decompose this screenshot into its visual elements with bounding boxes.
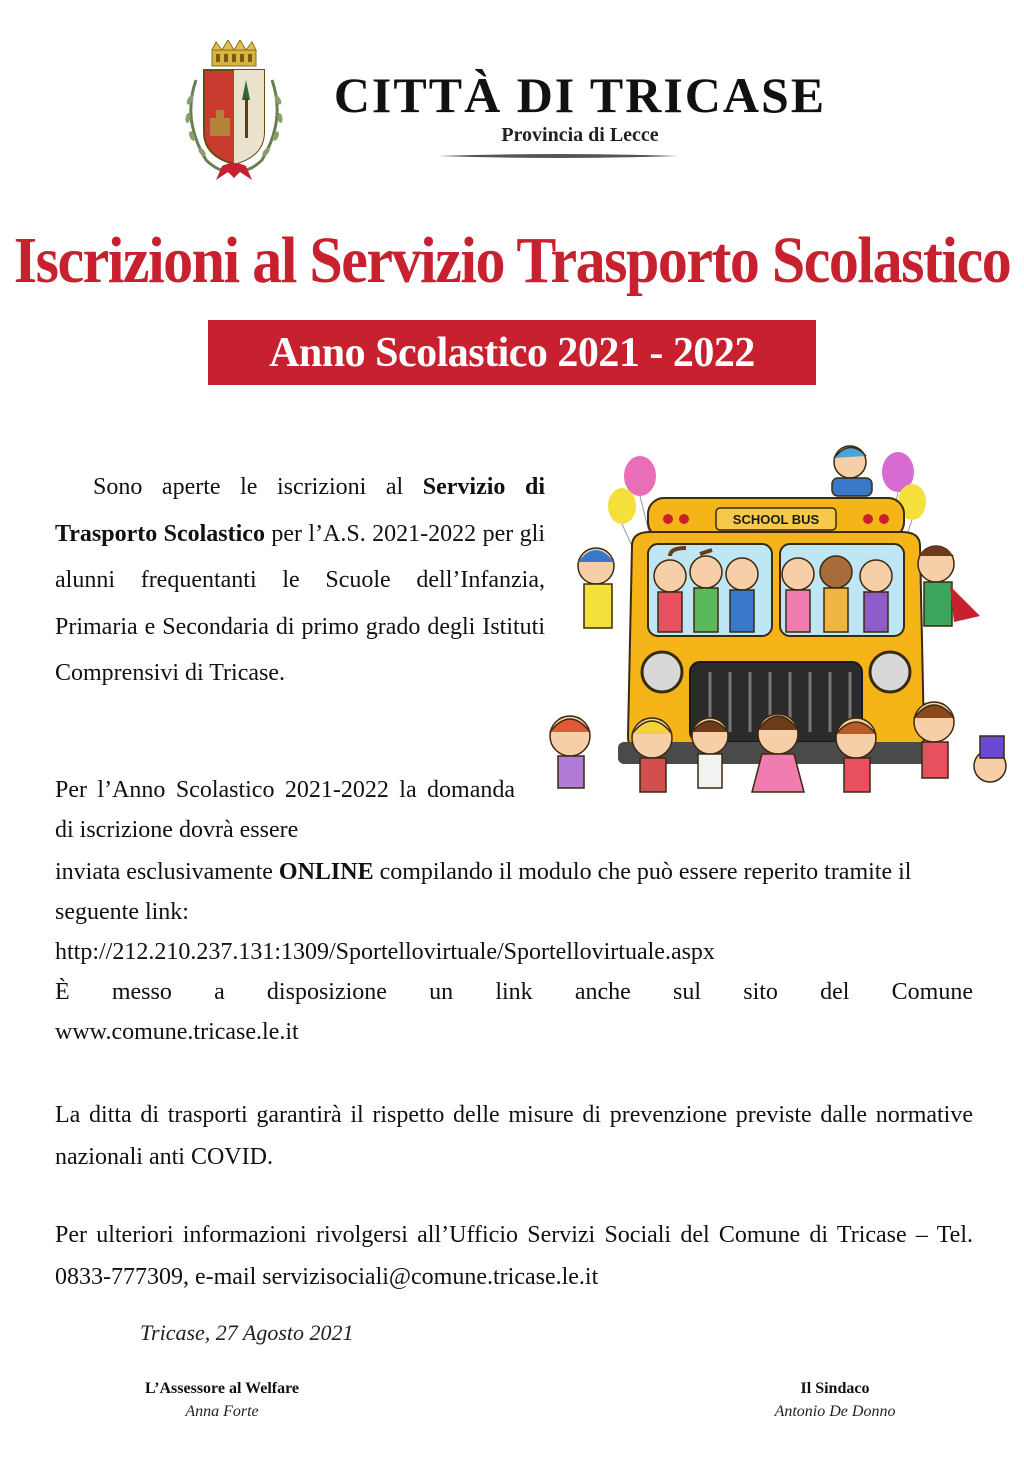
comune-website-link[interactable]: www.comune.tricase.le.it <box>55 1019 299 1045</box>
assessore-name: Anna Forte <box>185 1403 259 1420</box>
covid-paragraph: La ditta di trasporti garantirà il rispetto delle misure di prevenzione previste dalle normative nazionali anti COVID. <box>55 1102 973 1170</box>
decorative-divider <box>438 152 678 160</box>
intro-text-b: per l’A.S. 2021-2022 per gli alunni frequentanti le Scuole dell’Infanzia, Primaria e Secondaria di primo grado degli Istituti Comprensivi di Tricase. <box>55 520 545 686</box>
intro-paragraph <box>55 464 545 697</box>
document-date: Tricase, 27 Agosto 2021 <box>140 1320 354 1345</box>
assessore-title: L’Assessore al Welfare <box>144 1380 300 1397</box>
school-bus-with-children-icon <box>540 436 1020 816</box>
page-title: Iscrizioni al Servizio Trasporto Scolastico <box>13 223 1011 297</box>
online-keyword: ONLINE <box>278 859 374 885</box>
contact-paragraph: Per ulteriori informazioni rivolgersi all’Ufficio Servizi Sociali del Comune di Tricase – Tel. 0833-777309, e-mail servizisociali@comune.tricase.le.it <box>55 1222 973 1290</box>
province-name: Provincia di Lecce <box>501 124 659 146</box>
registration-link[interactable]: http://212.210.237.131:1309/Sportellovirtuale/Sportellovirtuale.aspx <box>55 939 715 965</box>
online-paragraph-start: Per l’Anno Scolastico 2021-2022 la domanda di iscrizione dovrà essere <box>55 777 515 843</box>
intro-service-name: Servizio di Trasporto Scolastico <box>55 474 545 547</box>
year-banner-text: Anno Scolastico 2021 - 2022 <box>269 329 755 376</box>
sindaco-title: Il Sindaco <box>800 1380 870 1397</box>
online-paragraph-end <box>55 852 973 932</box>
online-text-pre: inviata esclusivamente <box>55 859 279 885</box>
coat-of-arms-icon <box>176 40 290 182</box>
sindaco-name: Antonio De Donno <box>774 1403 896 1420</box>
year-banner <box>208 320 816 385</box>
online-text-post: compilando il modulo che può essere reperito tramite il seguente link: <box>55 859 912 925</box>
school-bus-sign: SCHOOL BUS <box>732 512 820 527</box>
availability-note: È messo a disposizione un link anche sul sito del Comune <box>55 979 973 1005</box>
city-name: CITTÀ DI TRICASE <box>333 67 827 123</box>
intro-text-a: Sono aperte le iscrizioni al <box>93 474 423 500</box>
